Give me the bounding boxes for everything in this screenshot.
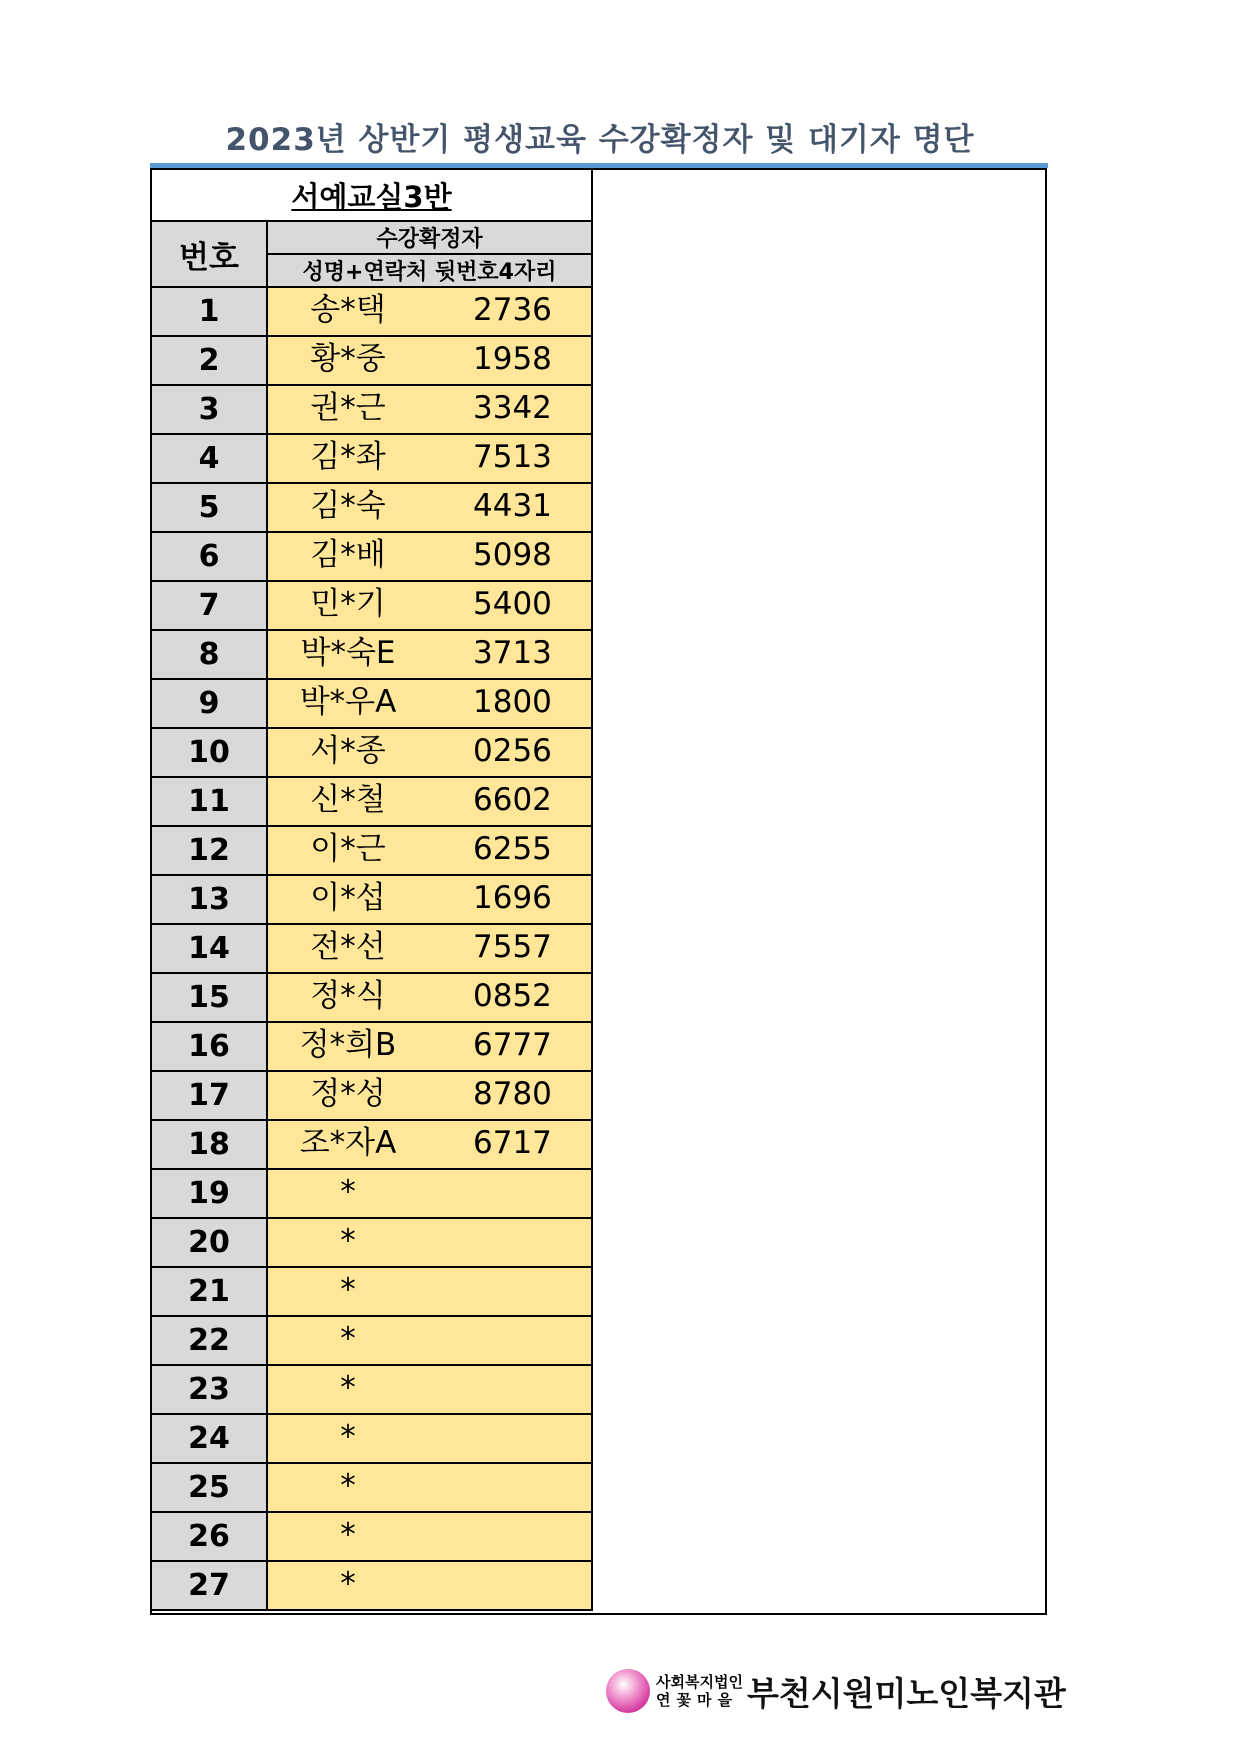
page-title: 2023년 상반기 평생교육 수강확정자 및 대기자 명단 — [225, 122, 975, 158]
header-confirmed: 수강확정자 — [267, 221, 592, 254]
row-phone-last4: 8780 — [473, 1076, 552, 1112]
row-name: 정*희B — [299, 1027, 397, 1063]
row-name: 민*기 — [310, 586, 386, 622]
table-row — [151, 336, 592, 385]
organization-logo — [606, 1666, 1066, 1716]
table-row — [151, 287, 592, 336]
row-number: 11 — [151, 777, 267, 826]
class-name-row — [151, 169, 592, 221]
row-phone-last4: 3342 — [473, 390, 552, 426]
row-number: 15 — [151, 973, 267, 1022]
row-number: 20 — [151, 1218, 267, 1267]
row-name: * — [340, 1468, 356, 1504]
table-row — [151, 1169, 592, 1218]
row-phone-last4: 6255 — [473, 831, 552, 867]
row-name: 김*배 — [310, 537, 386, 573]
row-number: 2 — [151, 336, 267, 385]
table-row — [151, 1365, 592, 1414]
table-row — [151, 1561, 592, 1610]
enrollment-table-container — [150, 168, 593, 1611]
row-entry — [267, 1414, 592, 1463]
row-number: 1 — [151, 287, 267, 336]
row-entry — [267, 973, 592, 1022]
row-phone-last4: 6717 — [473, 1125, 552, 1161]
row-name: 조*자A — [299, 1125, 397, 1161]
row-phone-last4: 6602 — [473, 782, 552, 818]
corporation-label — [656, 1673, 743, 1709]
table-row — [151, 581, 592, 630]
row-number: 17 — [151, 1071, 267, 1120]
row-number: 9 — [151, 679, 267, 728]
row-entry — [267, 1267, 592, 1316]
row-number: 8 — [151, 630, 267, 679]
row-name: * — [340, 1321, 356, 1357]
row-name: 전*선 — [310, 929, 386, 965]
table-row — [151, 728, 592, 777]
row-number: 10 — [151, 728, 267, 777]
row-phone-last4: 0256 — [473, 733, 552, 769]
row-name: * — [340, 1223, 356, 1259]
row-entry — [267, 1561, 592, 1610]
table-row — [151, 826, 592, 875]
row-entry — [267, 336, 592, 385]
row-phone-last4: 7513 — [473, 439, 552, 475]
row-number: 4 — [151, 434, 267, 483]
row-name: 서*종 — [310, 733, 386, 769]
table-row — [151, 434, 592, 483]
table-row — [151, 1463, 592, 1512]
row-phone-last4: 5098 — [473, 537, 552, 573]
organization-name: 부천시원미노인복지관 — [746, 1673, 1066, 1713]
enrollment-table — [150, 168, 593, 1611]
row-name: 신*철 — [310, 782, 386, 818]
row-phone-last4: 3713 — [473, 635, 552, 671]
header-number: 번호 — [151, 221, 267, 287]
row-entry — [267, 630, 592, 679]
row-name: * — [340, 1566, 356, 1602]
row-number: 18 — [151, 1120, 267, 1169]
row-entry — [267, 532, 592, 581]
row-name: 김*좌 — [310, 439, 386, 475]
table-row — [151, 1267, 592, 1316]
table-row — [151, 1414, 592, 1463]
corporation-line2: 연꽃마을 — [656, 1691, 738, 1709]
row-phone-last4: 1800 — [473, 684, 552, 720]
table-row — [151, 1512, 592, 1561]
table-row — [151, 1218, 592, 1267]
row-entry — [267, 483, 592, 532]
table-row — [151, 875, 592, 924]
row-name: 김*숙 — [310, 488, 386, 524]
row-entry — [267, 1218, 592, 1267]
row-number: 16 — [151, 1022, 267, 1071]
row-name: 박*우A — [299, 684, 397, 720]
row-number: 6 — [151, 532, 267, 581]
row-entry — [267, 1365, 592, 1414]
table-row — [151, 1120, 592, 1169]
row-number: 3 — [151, 385, 267, 434]
row-entry — [267, 1071, 592, 1120]
row-name: 이*섭 — [310, 880, 386, 916]
row-name: 송*택 — [310, 292, 386, 328]
table-row — [151, 1316, 592, 1365]
header-confirmed-sub: 성명+연락처 뒷번호4자리 — [267, 254, 592, 287]
table-row — [151, 679, 592, 728]
row-entry — [267, 1120, 592, 1169]
row-name: 권*근 — [310, 390, 386, 426]
row-name: 이*근 — [310, 831, 386, 867]
table-row — [151, 532, 592, 581]
row-entry — [267, 1463, 592, 1512]
row-number: 25 — [151, 1463, 267, 1512]
row-name: 박*숙E — [300, 635, 396, 671]
row-number: 12 — [151, 826, 267, 875]
row-number: 19 — [151, 1169, 267, 1218]
row-entry — [267, 287, 592, 336]
row-name: * — [340, 1517, 356, 1553]
row-phone-last4: 7557 — [473, 929, 552, 965]
row-phone-last4: 5400 — [473, 586, 552, 622]
row-number: 13 — [151, 875, 267, 924]
row-entry — [267, 1169, 592, 1218]
row-name: * — [340, 1174, 356, 1210]
class-name: 서예교실3반 — [151, 169, 592, 221]
row-entry — [267, 1316, 592, 1365]
table-row — [151, 924, 592, 973]
row-number: 27 — [151, 1561, 267, 1610]
row-entry — [267, 728, 592, 777]
row-number: 14 — [151, 924, 267, 973]
row-name: * — [340, 1370, 356, 1406]
row-phone-last4: 1696 — [473, 880, 552, 916]
row-name: 황*중 — [310, 341, 386, 377]
table-row — [151, 777, 592, 826]
table-row — [151, 1022, 592, 1071]
table-row — [151, 630, 592, 679]
row-number: 7 — [151, 581, 267, 630]
corporation-line1: 사회복지법인 — [656, 1673, 743, 1691]
row-phone-last4: 2736 — [473, 292, 552, 328]
row-number: 23 — [151, 1365, 267, 1414]
row-entry — [267, 434, 592, 483]
table-row — [151, 483, 592, 532]
row-entry — [267, 385, 592, 434]
row-phone-last4: 0852 — [473, 978, 552, 1014]
row-phone-last4: 1958 — [473, 341, 552, 377]
row-entry — [267, 1022, 592, 1071]
table-row — [151, 1071, 592, 1120]
row-name: * — [340, 1272, 356, 1308]
row-entry — [267, 826, 592, 875]
row-entry — [267, 924, 592, 973]
row-name: 정*식 — [310, 978, 386, 1014]
row-number: 21 — [151, 1267, 267, 1316]
header-row — [151, 221, 592, 254]
row-entry — [267, 679, 592, 728]
lotus-logo-icon — [606, 1669, 650, 1713]
row-entry — [267, 875, 592, 924]
row-entry — [267, 581, 592, 630]
row-number: 24 — [151, 1414, 267, 1463]
row-entry — [267, 1512, 592, 1561]
row-name: 정*성 — [310, 1076, 386, 1112]
row-number: 22 — [151, 1316, 267, 1365]
table-row — [151, 973, 592, 1022]
row-entry — [267, 777, 592, 826]
row-number: 5 — [151, 483, 267, 532]
table-row — [151, 385, 592, 434]
row-name: * — [340, 1419, 356, 1455]
row-phone-last4: 4431 — [473, 488, 552, 524]
row-phone-last4: 6777 — [473, 1027, 552, 1063]
row-number: 26 — [151, 1512, 267, 1561]
